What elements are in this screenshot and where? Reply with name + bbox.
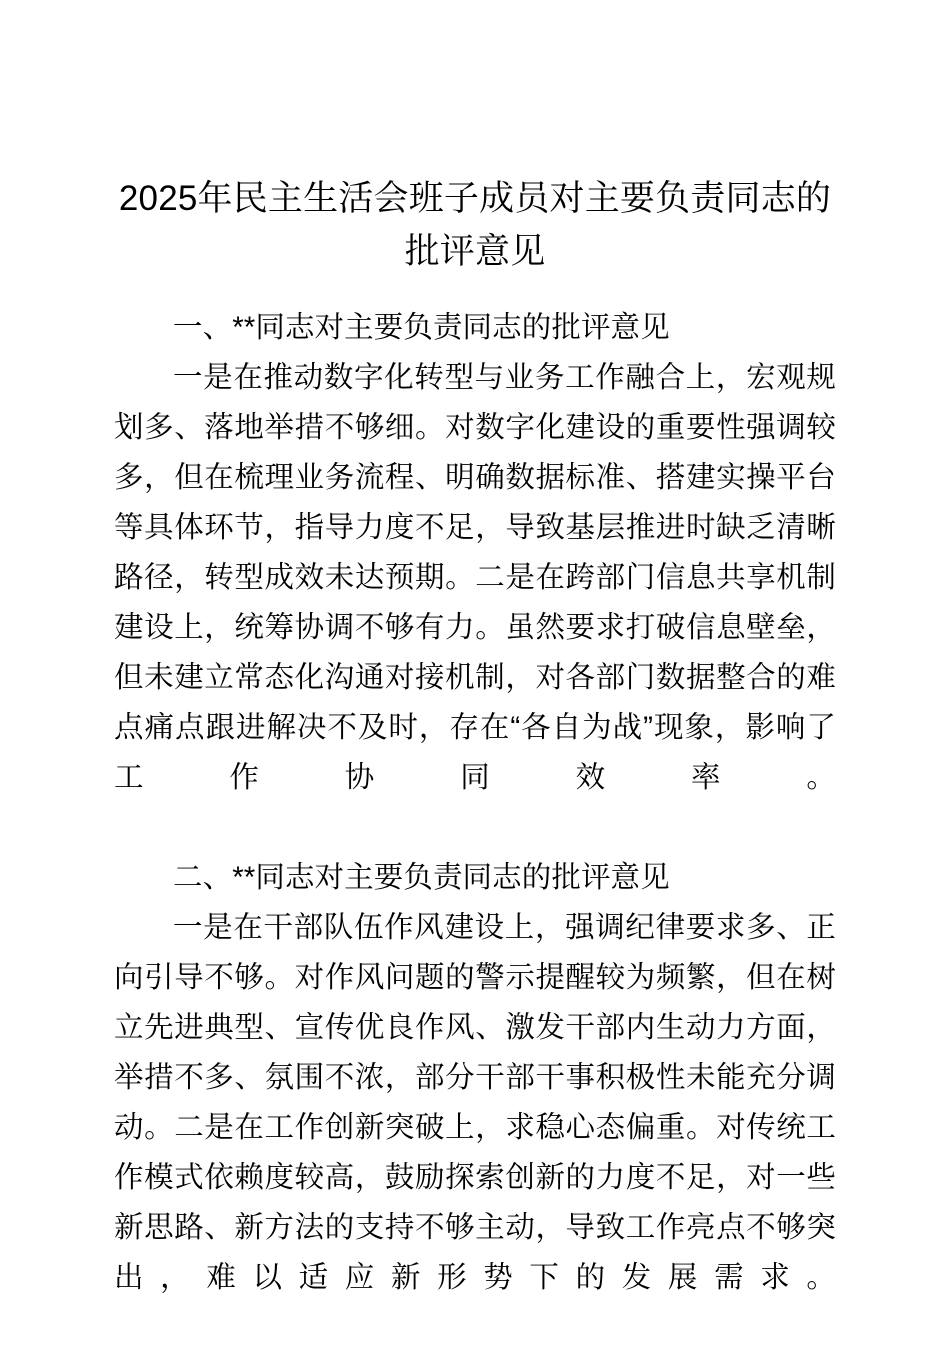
document-body xyxy=(114,0,836,1353)
section-heading-2: 二、**同志对主要负责同志的批评意见 xyxy=(173,861,670,894)
section-paragraph-2: 一是在干部队伍作风建设上，强调纪律要求多、正向引导不够。对作风问题的警示提醒较为频繁，但在树立先进典型、宣传优良作风、激发干部内生动力方面，举措不多、氛围不浓，部分干部干事积极性未能充分调动。二是在工作创新突破上，求稳心态偏重。对传统工作模式依赖度较高，鼓励探索创新的力度不足，对一些新思路、新方法的支持不够主动，导致工作亮点不够突出，难以适应新形势下的发展需求。 xyxy=(114,911,836,1294)
section-paragraph-1: 一是在推动数字化转型与业务工作融合上，宏观规划多、落地举措不够细。对数字化建设的重要性强调较多，但在梳理业务流程、明确数据标准、搭建实操平台等具体环节，指导力度不足，导致基层推进时缺乏清晰路径，转型成效未达预期。二是在跨部门信息共享机制建设上，统筹协调不够有力。虽然要求打破信息壁垒，但未建立常态化沟通对接机制，对各部门数据整合的难点痛点跟进解决不及时，存在“各自为战”现象，影响了工作协同效率。 xyxy=(114,361,836,794)
page-title: 2025年民主生活会班子成员对主要负责同志的批评意见 xyxy=(118,179,832,271)
section-heading-1: 一、**同志对主要负责同志的批评意见 xyxy=(173,311,670,344)
title-spacer xyxy=(114,278,836,303)
